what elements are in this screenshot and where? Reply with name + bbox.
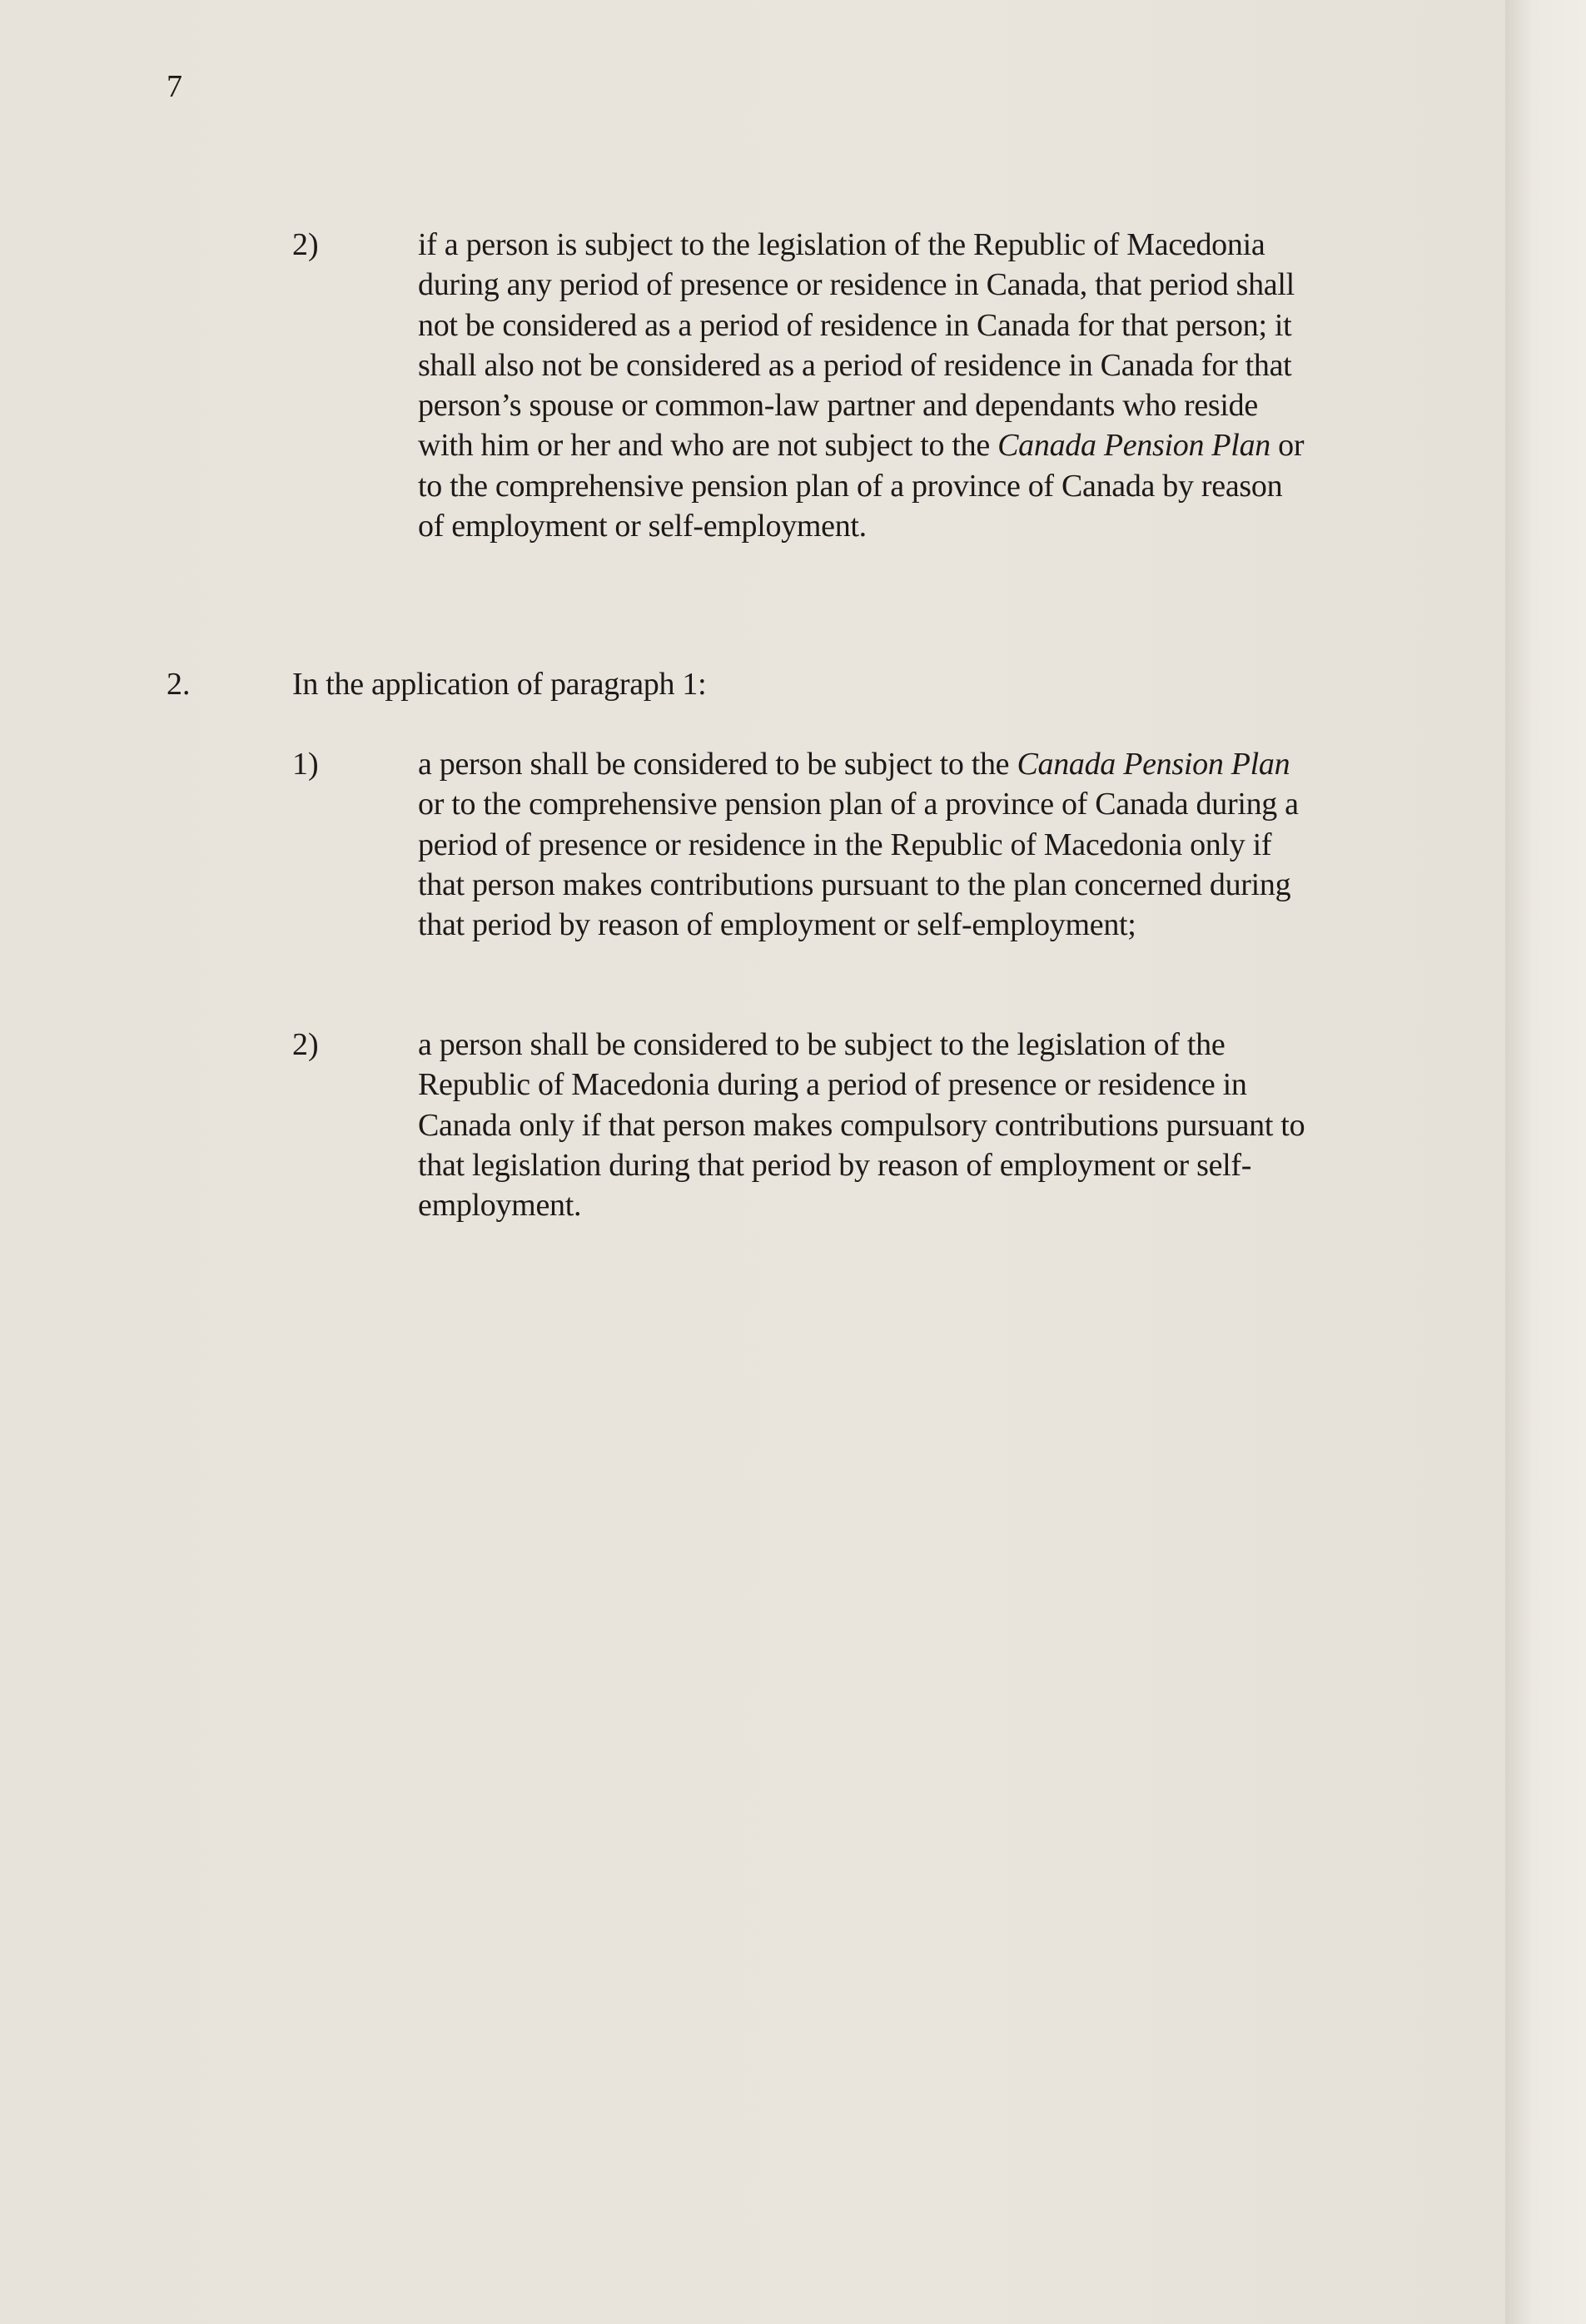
subitem-text-before: if a person is subject to the legislation of the Republic of Macedonia during any period of presence or residence in Canada, that period shall not be considered as a period of residence in Canada for that person; it shall also not be considered as a period of residence in Canada for that person’s spouse or common-law partner and dependants who reside with him or her and who are not subject to the (418, 227, 1295, 464)
subitem-marker: 2) (292, 1027, 319, 1062)
subitem-text (418, 225, 1309, 546)
subitem-text-before: a person shall be considered to be subject to the (418, 747, 1017, 782)
page-binding-edge (1505, 0, 1586, 2324)
subitem-italic-title: Canada Pension Plan (997, 428, 1270, 464)
subitem-text-after: or to the comprehensive pension plan of a province of Canada during a period of presence or residence in the Republic of Macedonia only if that person makes contributions pursuant to the plan concerned during that period by reason of employment or self-employment; (418, 787, 1299, 943)
paragraph-intro: In the application of paragraph 1: (292, 667, 707, 702)
paragraph-marker: 2. (167, 667, 191, 702)
subitem-text-after: or to the comprehensive pension plan of a province of Canada by reason of employment or self-employment. (418, 428, 1305, 544)
page-number: 7 (167, 69, 182, 104)
subitem-marker: 1) (292, 747, 319, 782)
subitem-italic-title: Canada Pension Plan (1017, 747, 1290, 782)
subitem-text: a person shall be considered to be subject to the legislation of the Republic of Macedonia during a period of presence or residence in Canada only if that person makes compulsory contributions pursuant to that legislation during that period by reason of employment or self-employment. (418, 1027, 1305, 1224)
subitem-marker: 2) (292, 227, 319, 262)
subitem-text (418, 744, 1309, 945)
